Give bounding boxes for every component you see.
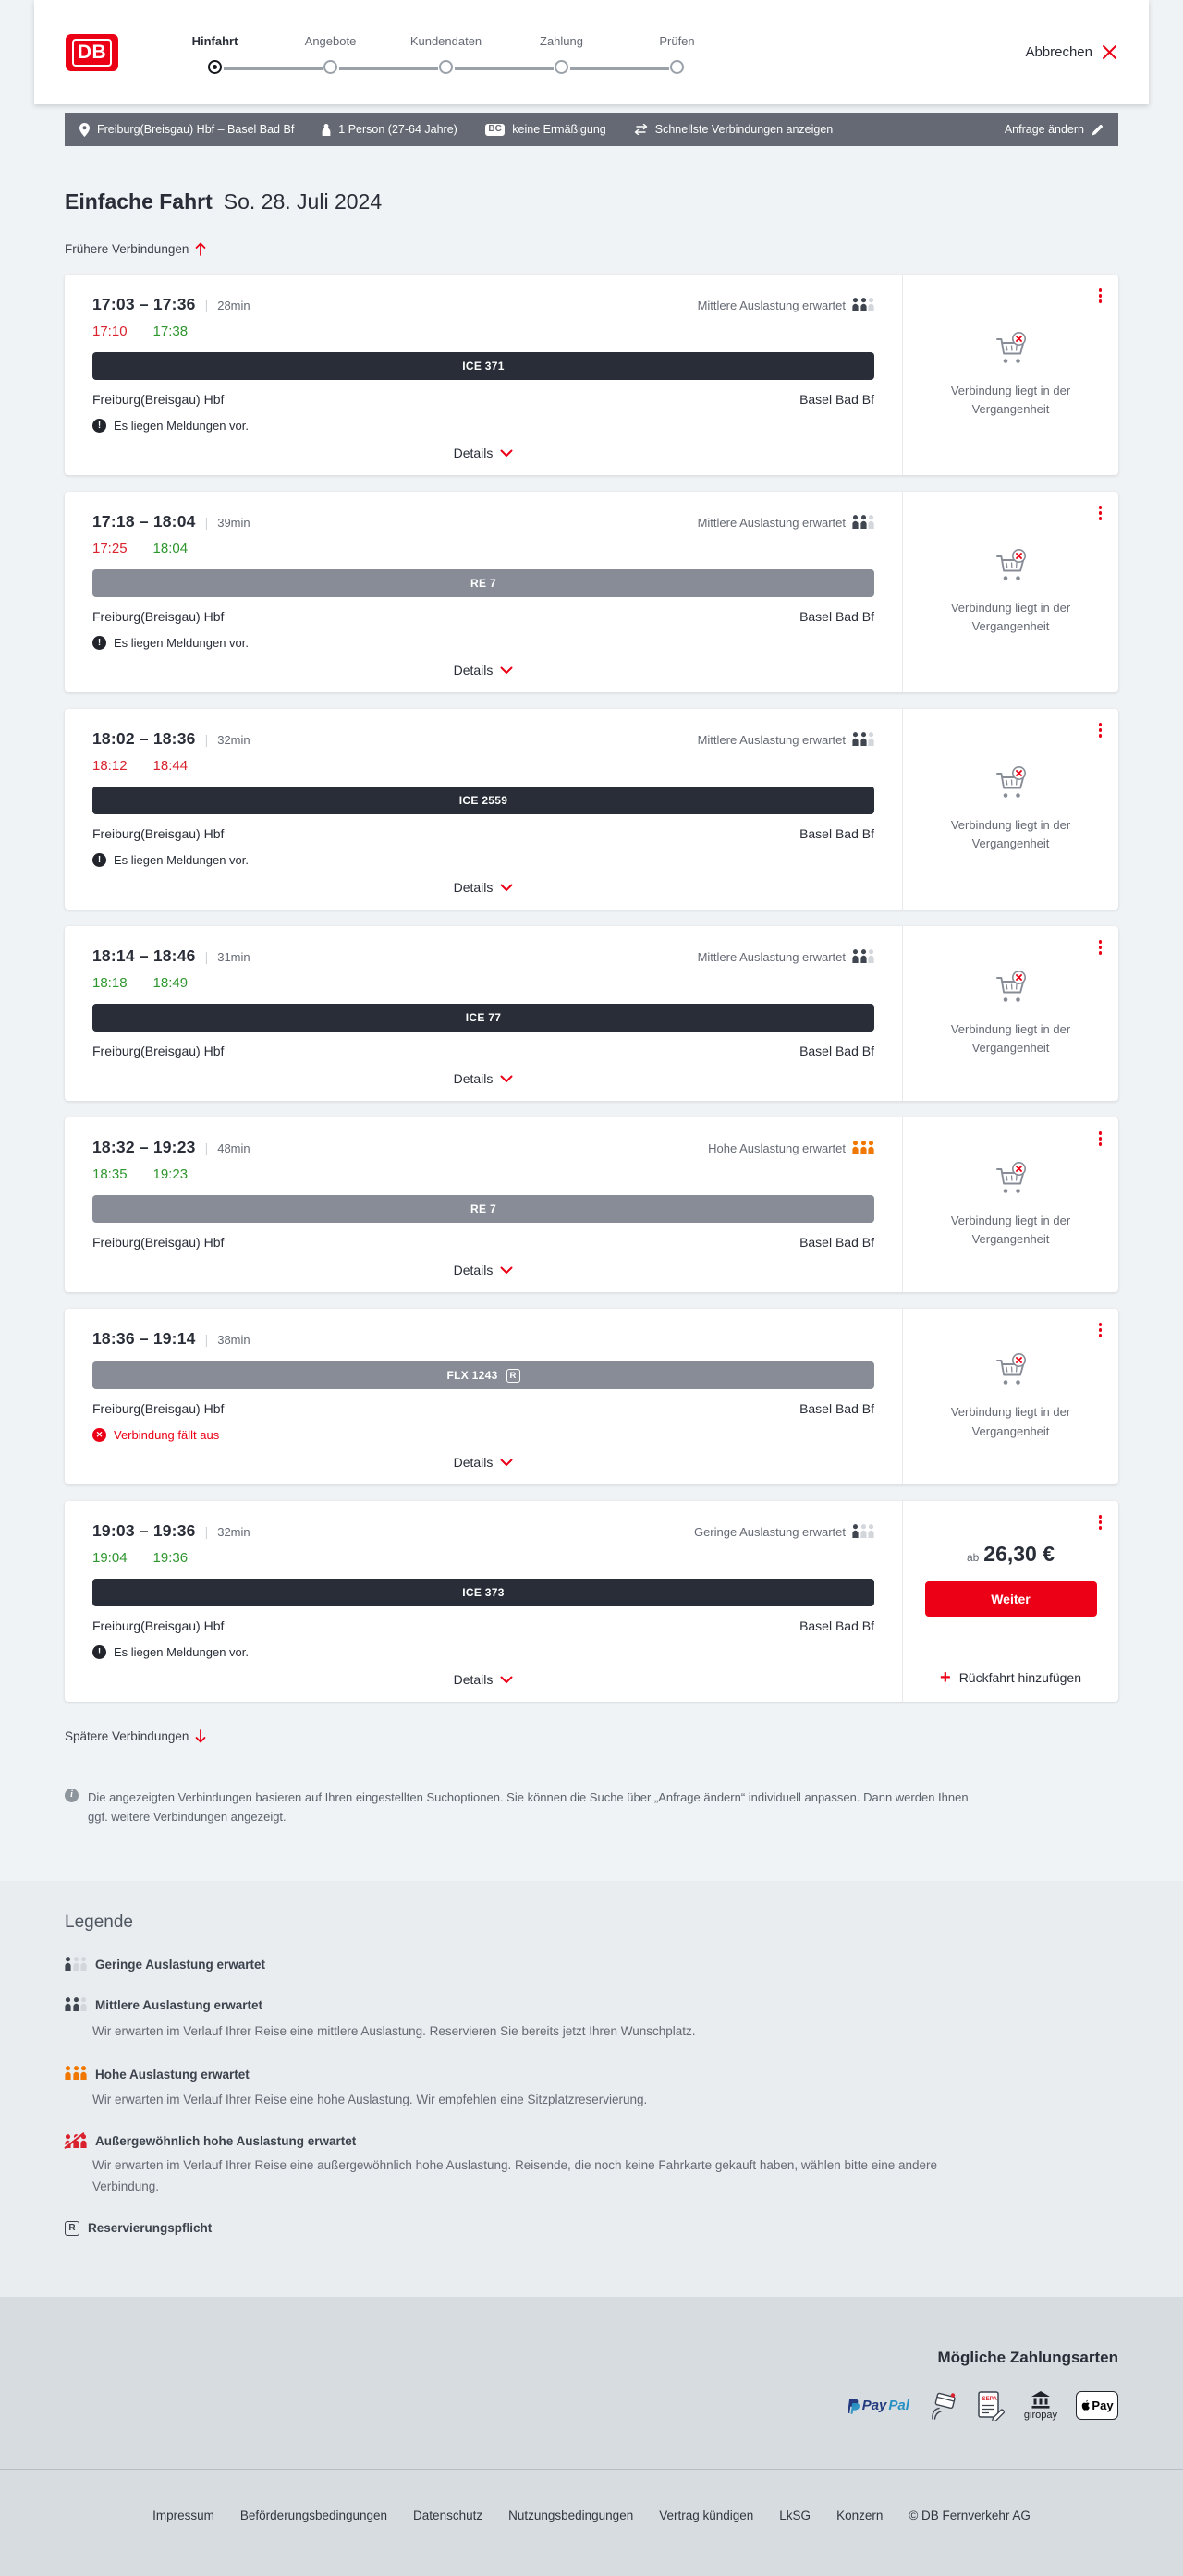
footer-link[interactable]: Datenschutz (413, 2508, 483, 2522)
occupancy-label: Mittlere Auslastung erwartet (697, 299, 846, 312)
db-logo (66, 34, 118, 71)
realtime-departure: 17:10 (92, 324, 128, 339)
train-number: ICE 2559 (458, 794, 508, 807)
occupancy-label: Mittlere Auslastung erwartet (697, 516, 846, 530)
close-icon (1102, 44, 1117, 60)
price-row (967, 1542, 1055, 1567)
connection-aside (902, 1501, 1118, 1702)
duration: 32min (217, 1525, 250, 1539)
realtime-departure: 19:04 (92, 1550, 128, 1566)
traveler-summary (322, 123, 457, 136)
train-bar (92, 352, 874, 380)
legend-item-head (65, 2134, 1118, 2148)
add-return-button[interactable] (903, 1654, 1118, 1689)
details-label: Details (453, 663, 494, 678)
duration: 38min (217, 1333, 250, 1347)
footer-link[interactable]: Beförderungsbedingungen (239, 2508, 388, 2522)
later-connections-link[interactable] (65, 1729, 206, 1743)
footer-links (0, 2470, 1183, 2576)
connection-card (65, 1117, 1118, 1292)
stations-row (92, 1044, 874, 1058)
pencil-icon (1092, 124, 1104, 136)
train-bar (92, 787, 874, 814)
step-label: Angebote (304, 34, 357, 48)
train-bar (92, 1195, 874, 1223)
occupancy-icon (852, 515, 874, 531)
connection-head (92, 946, 874, 966)
cancelled-icon: ✕ (92, 1428, 106, 1442)
step-circle-icon (439, 60, 453, 74)
occupancy-icon (852, 298, 874, 314)
connection-main (65, 926, 902, 1101)
occupancy-label: Geringe Auslastung erwartet (693, 1525, 846, 1539)
scheduled-times: 18:32 – 19:23 (92, 1138, 196, 1156)
traveler-text: 1 Person (27-64 Jahre) (338, 123, 457, 136)
destination-station: Basel Bad Bf (799, 1618, 874, 1633)
legend-item-label: Hohe Auslastung erwartet (95, 2067, 250, 2082)
legend-item-label: Mittlere Auslastung erwartet (95, 1998, 263, 2013)
details-button[interactable] (454, 1071, 514, 1086)
more-options-button[interactable] (1096, 1129, 1105, 1149)
payment-giropay-icon: giropay (1024, 2391, 1057, 2421)
connection-card (65, 492, 1118, 692)
origin-station: Freiburg(Breisgau) Hbf (92, 392, 225, 407)
details-button[interactable] (454, 446, 514, 460)
separator: | (204, 732, 209, 747)
duration: 32min (217, 733, 250, 747)
payment-applepay-icon: Pay (1076, 2391, 1118, 2420)
occupancy-icon (852, 949, 874, 966)
destination-station: Basel Bad Bf (799, 609, 874, 624)
step-label: Zahlung (540, 34, 583, 48)
payment-paypal-icon: Pay Pal (846, 2398, 909, 2414)
connection-main (65, 1117, 902, 1292)
travel-date: So. 28. Juli 2024 (223, 189, 383, 214)
legend-item (65, 2066, 1118, 2110)
step-circle-icon (208, 60, 222, 74)
connection-card (65, 1501, 1118, 1702)
connection-card (65, 709, 1118, 910)
occupancy-medium-icon (65, 1997, 87, 2014)
person-icon (322, 124, 331, 136)
chevron-down-icon (500, 1672, 513, 1687)
stations-row (92, 392, 874, 407)
cart-unavailable-icon (992, 1161, 1031, 1203)
route-text: Freiburg(Breisgau) Hbf – Basel Bad Bf (97, 123, 295, 136)
realtime-arrival: 19:36 (152, 1550, 189, 1566)
train-number: ICE 373 (462, 1586, 505, 1599)
search-summary-bar (65, 113, 1118, 146)
copyright-text: © DB Fernverkehr AG (909, 2508, 1031, 2522)
realtime-departure: 18:12 (92, 758, 128, 774)
duration: 48min (217, 1141, 250, 1155)
train-bar (92, 569, 874, 597)
realtime-times (92, 1166, 874, 1182)
details-label: Details (453, 446, 494, 460)
train-bar (92, 1004, 874, 1032)
later-connections-label: Spätere Verbindungen (65, 1729, 189, 1743)
scheduled-times: 19:03 – 19:36 (92, 1521, 196, 1540)
app-header (34, 0, 1149, 104)
legend-item-description: Wir erwarten im Verlauf Ihrer Reise eine mittlere Auslastung. Reservieren Sie bereits jetzt Ihren Wunschplatz. (92, 2023, 696, 2038)
separator: | (204, 1332, 209, 1347)
past-connection-text: Verbindung liegt in der Vergangenheit (950, 1021, 1071, 1055)
connection-card (65, 275, 1118, 475)
messages-notice (92, 419, 874, 433)
occupancy-low-icon (65, 1957, 87, 1973)
page-title-row (65, 189, 1118, 214)
realtime-arrival: 17:38 (152, 324, 189, 339)
stations-row (92, 609, 874, 624)
past-connection-text: Verbindung liegt in der Vergangenheit (950, 1405, 1071, 1438)
continue-button[interactable]: Weiter (925, 1581, 1097, 1617)
step-circle-icon (323, 60, 337, 74)
price-prefix: ab (966, 1551, 980, 1564)
occupancy-indicator (698, 515, 874, 531)
stations-row (92, 1401, 874, 1416)
occupancy-indicator (698, 949, 874, 966)
destination-station: Basel Bad Bf (799, 1044, 874, 1058)
separator: | (204, 1524, 209, 1539)
legend-item (65, 2134, 1118, 2197)
info-icon: i (65, 1789, 79, 1802)
fastest-connections-summary (634, 123, 834, 136)
realtime-times (92, 541, 874, 556)
occupancy-label: Mittlere Auslastung erwartet (697, 733, 846, 747)
legend-item-label: Geringe Auslastung erwartet (95, 1958, 266, 1972)
separator: | (204, 298, 209, 312)
occupancy-high-icon (65, 2066, 87, 2082)
origin-station: Freiburg(Breisgau) Hbf (92, 1235, 225, 1250)
message-text: Es liegen Meldungen vor. (114, 853, 249, 867)
connection-head (92, 295, 874, 314)
separator: | (204, 1141, 209, 1155)
chevron-down-icon (500, 446, 513, 460)
arrow-down-icon (195, 1729, 206, 1743)
footer-link[interactable]: Impressum (152, 2508, 214, 2522)
past-connection-text: Verbindung liegt in der Vergangenheit (950, 600, 1071, 633)
footer-link[interactable]: Vertrag kündigen (659, 2508, 754, 2522)
details-label: Details (453, 1263, 494, 1277)
duration: 39min (217, 516, 250, 530)
realtime-arrival: 19:23 (152, 1166, 189, 1182)
cart-unavailable-icon (992, 1352, 1031, 1394)
edit-search-label: Anfrage ändern (1004, 123, 1084, 136)
realtime-departure: 18:35 (92, 1166, 128, 1182)
more-options-button[interactable] (1096, 720, 1105, 740)
train-bar (92, 1579, 874, 1606)
db-logo-text: DB (72, 39, 112, 67)
details-button[interactable] (454, 880, 514, 895)
stations-row (92, 826, 874, 841)
messages-notice (92, 636, 874, 650)
footer-link[interactable]: Konzern (836, 2508, 884, 2522)
connection-main (65, 1309, 902, 1484)
page-title: Einfache Fahrt (65, 189, 213, 214)
legend-item-label: Außergewöhnlich hohe Auslastung erwartet (95, 2134, 357, 2149)
connection-list (65, 275, 1118, 1702)
details-button[interactable] (454, 1455, 514, 1470)
destination-station: Basel Bad Bf (799, 392, 874, 407)
reservation-icon: R (65, 2221, 79, 2236)
more-options-button[interactable] (1096, 286, 1105, 306)
cart-unavailable-icon (992, 331, 1031, 372)
legend-section (0, 1881, 1183, 2297)
cancel-button[interactable] (1025, 44, 1117, 60)
legend-title: Legende (65, 1911, 133, 1932)
message-text: Es liegen Meldungen vor. (114, 419, 249, 433)
train-number: RE 7 (470, 577, 496, 590)
train-number: ICE 77 (465, 1011, 502, 1024)
details-row (92, 1455, 874, 1470)
connection-main (65, 1501, 902, 1702)
reservation-icon: R (506, 1369, 520, 1383)
legend-item-head (65, 1997, 1118, 2014)
occupancy-indicator (694, 1524, 874, 1541)
occupancy-icon (852, 1524, 874, 1541)
details-row (92, 1071, 874, 1086)
alert-icon: ! (92, 1645, 106, 1659)
cancellation-notice (92, 1428, 874, 1442)
search-options-note (65, 1788, 970, 1827)
origin-station: Freiburg(Breisgau) Hbf (92, 1044, 225, 1058)
past-connection-text: Verbindung liegt in der Vergangenheit (950, 1213, 1071, 1246)
discount-summary (485, 123, 606, 136)
step-label: Kundendaten (409, 34, 482, 48)
occupancy-label: Mittlere Auslastung erwartet (697, 950, 846, 964)
step-circle-icon (555, 60, 568, 74)
step-prüfen[interactable] (619, 34, 735, 74)
scheduled-times: 17:18 – 18:04 (92, 512, 196, 531)
realtime-arrival: 18:49 (152, 975, 189, 991)
duration: 28min (217, 299, 250, 312)
more-options-button[interactable] (1096, 1320, 1105, 1340)
connection-main (65, 709, 902, 910)
step-circle-icon (670, 60, 684, 74)
payment-sepa-icon (978, 2391, 1006, 2421)
connection-head (92, 1521, 874, 1541)
route-summary (79, 123, 294, 137)
cart-unavailable-icon (992, 970, 1031, 1011)
destination-station: Basel Bad Bf (799, 826, 874, 841)
duration: 31min (217, 950, 250, 964)
message-text: Es liegen Meldungen vor. (114, 1645, 249, 1659)
alert-icon: ! (92, 636, 106, 650)
occupancy-icon (852, 732, 874, 749)
details-label: Details (453, 880, 494, 895)
bahncard-icon: BC (485, 124, 505, 136)
fastest-text: Schnellste Verbindungen anzeigen (654, 123, 834, 136)
chevron-down-icon (500, 663, 513, 678)
svg-text:SEPA: SEPA (982, 2395, 997, 2402)
footer-link[interactable]: LkSG (779, 2508, 811, 2522)
origin-station: Freiburg(Breisgau) Hbf (92, 826, 225, 841)
cart-unavailable-icon (992, 548, 1031, 590)
realtime-times (92, 758, 874, 774)
payment-methods-title: Mögliche Zahlungsarten (937, 2348, 1118, 2366)
realtime-arrival: 18:04 (152, 541, 189, 556)
more-options-button[interactable] (1096, 503, 1105, 523)
legend-item (65, 1997, 1118, 2042)
occupancy-icon (852, 1141, 874, 1157)
connection-aside (902, 492, 1118, 692)
connection-aside (902, 1309, 1118, 1484)
scheduled-times: 18:02 – 18:36 (92, 729, 196, 748)
add-return-label: Rückfahrt hinzufügen (958, 1670, 1081, 1685)
details-label: Details (453, 1455, 494, 1470)
connection-aside (902, 275, 1118, 475)
price-value: 26,30 € (983, 1542, 1055, 1566)
details-button[interactable] (454, 1263, 514, 1277)
occupancy-indicator (698, 298, 874, 314)
origin-station: Freiburg(Breisgau) Hbf (92, 1618, 225, 1633)
cancel-label: Abbrechen (1025, 44, 1092, 60)
details-row (92, 1672, 874, 1687)
connection-head (92, 1138, 874, 1157)
details-label: Details (453, 1672, 494, 1687)
connection-aside (902, 926, 1118, 1101)
connection-aside (902, 1117, 1118, 1292)
train-number: RE 7 (470, 1203, 496, 1215)
scheduled-times: 18:14 – 18:46 (92, 946, 196, 965)
realtime-times (92, 1550, 874, 1566)
edit-search-button[interactable] (1005, 123, 1104, 136)
alert-icon: ! (92, 853, 106, 867)
destination-station: Basel Bad Bf (799, 1235, 874, 1250)
past-connection-text: Verbindung liegt in der Vergangenheit (950, 817, 1071, 850)
footer-link[interactable]: Nutzungsbedingungen (508, 2508, 634, 2522)
connection-card (65, 1309, 1118, 1484)
earlier-connections-label: Frühere Verbindungen (65, 242, 189, 256)
transfer-arrows-icon (634, 124, 648, 135)
details-row (92, 1263, 874, 1277)
realtime-times (92, 975, 874, 991)
arrow-up-icon (195, 242, 206, 256)
legend-item-head (65, 1957, 1118, 1973)
chevron-down-icon (500, 880, 513, 895)
details-row (92, 880, 874, 895)
realtime-arrival: 18:44 (152, 758, 189, 774)
origin-station: Freiburg(Breisgau) Hbf (92, 1401, 225, 1416)
legend-item (65, 2221, 1118, 2236)
message-text: Verbindung fällt aus (114, 1428, 220, 1442)
more-options-button[interactable] (1096, 937, 1105, 958)
train-number: ICE 371 (462, 360, 505, 372)
connection-main (65, 275, 902, 475)
details-row (92, 446, 874, 460)
past-connection-text: Verbindung liegt in der Vergangenheit (950, 383, 1071, 416)
location-pin-icon (79, 123, 90, 137)
connection-aside (902, 709, 1118, 910)
destination-station: Basel Bad Bf (799, 1401, 874, 1416)
footer-section (0, 2297, 1183, 2576)
connection-head (92, 729, 874, 749)
legend-item-label: Reservierungspflicht (88, 2221, 213, 2236)
connection-head (92, 1329, 874, 1349)
legend-item (65, 1957, 1118, 1973)
scheduled-times: 17:03 – 17:36 (92, 295, 196, 313)
realtime-times (92, 324, 874, 339)
booking-stepper (157, 34, 735, 74)
train-number: FLX 1243 (446, 1369, 498, 1382)
realtime-departure: 18:18 (92, 975, 128, 991)
connection-head (92, 512, 874, 531)
payment-methods-row (65, 2391, 1118, 2421)
origin-station: Freiburg(Breisgau) Hbf (92, 609, 225, 624)
step-label: Prüfen (659, 34, 695, 48)
legend-item-head (65, 2066, 1118, 2082)
details-button[interactable] (454, 1672, 514, 1687)
chevron-down-icon (500, 1455, 513, 1470)
stations-row (92, 1618, 874, 1633)
step-label: Hinfahrt (191, 34, 238, 48)
scheduled-times: 18:36 – 19:14 (92, 1329, 196, 1348)
legend-item-head (65, 2221, 1118, 2236)
messages-notice (92, 853, 874, 867)
occupancy-label: Hohe Auslastung erwartet (708, 1141, 846, 1155)
plus-icon: + (940, 1667, 951, 1688)
legend-list (65, 1957, 1118, 2236)
separator: | (204, 515, 209, 530)
chevron-down-icon (500, 1071, 513, 1086)
chevron-down-icon (500, 1263, 513, 1277)
train-bar (92, 1361, 874, 1389)
connection-main (65, 492, 902, 692)
search-options-note-text: Die angezeigten Verbindungen basieren auf Ihren eingestellten Suchoptionen. Sie können die Suche über „Anfrage ändern“ individuell anpassen. Dann werden Ihnen ggf. weitere Verbindungen angezeigt. (88, 1790, 969, 1825)
message-text: Es liegen Meldungen vor. (114, 636, 249, 650)
earlier-connections-link[interactable] (65, 242, 206, 256)
details-button[interactable] (454, 663, 514, 678)
legend-item-description: Wir erwarten im Verlauf Ihrer Reise eine hohe Auslastung. Wir empfehlen eine Sitzplatzreservierung. (92, 2093, 648, 2107)
discount-text: keine Ermäßigung (512, 123, 606, 136)
occupancy-indicator (708, 1141, 874, 1157)
details-label: Details (453, 1071, 494, 1086)
legend-item-description: Wir erwarten im Verlauf Ihrer Reise eine außergewöhnlich hohe Auslastung. Reisende, die noch keine Fahrkarte gekauft haben, wählen bitte eine andere Verbindung. (92, 2158, 938, 2193)
occupancy-very-high-icon (65, 2134, 87, 2148)
payment-kreditkarte-icon (928, 2392, 959, 2420)
separator: | (204, 949, 209, 964)
alert-icon: ! (92, 419, 106, 433)
stations-row (92, 1235, 874, 1250)
occupancy-indicator (698, 732, 874, 749)
realtime-departure: 17:25 (92, 541, 128, 556)
messages-notice (92, 1645, 874, 1659)
connection-card (65, 926, 1118, 1101)
more-options-button[interactable] (1096, 1512, 1105, 1532)
details-row (92, 663, 874, 678)
cart-unavailable-icon (992, 765, 1031, 807)
